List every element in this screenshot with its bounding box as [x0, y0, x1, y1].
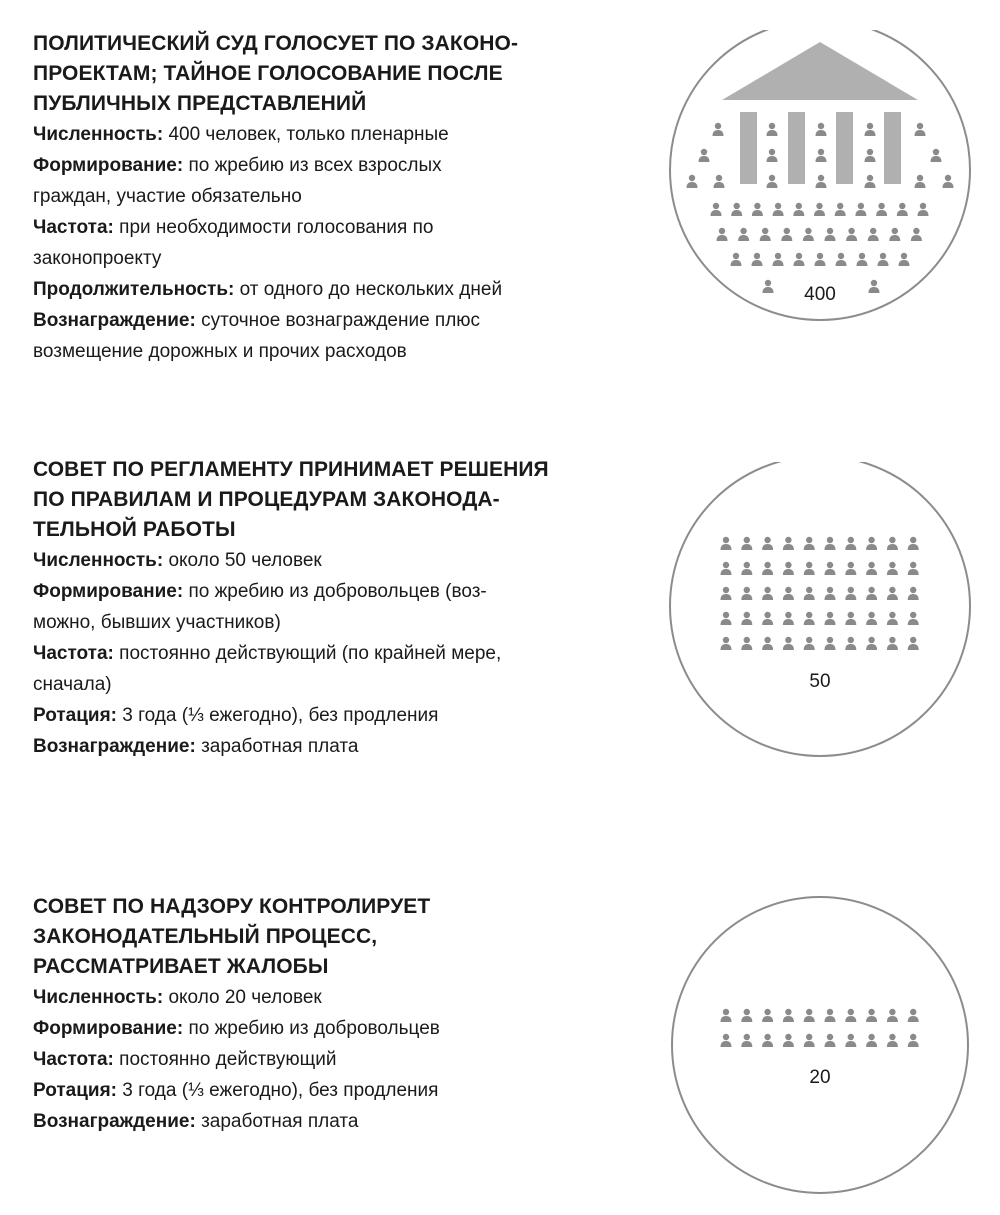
count-label: 50 — [809, 671, 831, 692]
details-list — [33, 982, 608, 1137]
detail-value: около 20 человек — [163, 987, 322, 1008]
detail-label: Формирование: — [33, 581, 184, 602]
detail-line — [33, 545, 608, 576]
detail-line — [33, 1044, 608, 1075]
detail-line — [33, 243, 608, 274]
detail-label: Продолжительность: — [33, 279, 235, 300]
detail-line — [33, 669, 608, 700]
political-court-illustration — [668, 30, 978, 320]
detail-value: граждан, участие обязательно — [33, 186, 302, 207]
section-text — [33, 892, 608, 1137]
detail-line — [33, 119, 608, 150]
section-title: ПОЛИТИЧЕСКИЙ СУД ГОЛОСУЕТ ПО ЗАКОНО- ПРОЕКТАМ; ТАЙНОЕ ГОЛОСОВАНИЕ ПОСЛЕ ПУБЛИЧНЫХ ПРЕДСТАВЛЕНИЙ — [33, 32, 519, 115]
detail-value: по жребию из добровольцев — [183, 1018, 440, 1039]
detail-value: 400 человек, только пленарные — [163, 124, 449, 145]
detail-line — [33, 150, 608, 181]
detail-line — [33, 305, 608, 336]
detail-label: Вознаграждение: — [33, 736, 196, 757]
detail-line — [33, 274, 608, 305]
detail-value: можно, бывших участников) — [33, 612, 281, 633]
detail-label: Частота: — [33, 217, 114, 238]
section-title: СОВЕТ ПО НАДЗОРУ КОНТРОЛИРУЕТ ЗАКОНОДАТЕЛЬНЫЙ ПРОЦЕСС, РАССМАТРИВАЕТ ЖАЛОБЫ — [33, 895, 431, 978]
courthouse-column — [884, 112, 901, 184]
detail-line — [33, 731, 608, 762]
oversight-council-illustration — [668, 895, 978, 1185]
circle-outline — [672, 897, 968, 1193]
circle-outline — [670, 462, 970, 756]
detail-label: Частота: — [33, 1049, 114, 1070]
detail-line — [33, 576, 608, 607]
detail-line — [33, 1013, 608, 1044]
detail-value: заработная плата — [195, 736, 359, 757]
courthouse-column — [836, 112, 853, 184]
detail-value: сначала) — [33, 674, 112, 695]
section-text — [33, 455, 608, 762]
detail-label: Численность: — [33, 987, 164, 1008]
count-label: 400 — [804, 284, 836, 305]
detail-label: Формирование: — [33, 1018, 184, 1039]
detail-label: Ротация: — [33, 705, 117, 726]
details-list — [33, 545, 608, 762]
detail-value: законопроекту — [33, 248, 162, 269]
detail-line — [33, 982, 608, 1013]
detail-line — [33, 1106, 608, 1137]
courthouse-column — [740, 112, 757, 184]
detail-line — [33, 700, 608, 731]
detail-line — [33, 181, 608, 212]
detail-value: по жребию из добровольцев (воз- — [183, 581, 487, 602]
detail-label: Численность: — [33, 124, 164, 145]
detail-line — [33, 638, 608, 669]
detail-value: постоянно действующий (по крайней мере, — [113, 643, 502, 664]
detail-value: при необходимости голосования по — [113, 217, 434, 238]
count-label: 20 — [809, 1067, 831, 1088]
court-svg — [668, 30, 978, 330]
detail-line — [33, 212, 608, 243]
detail-label: Численность: — [33, 550, 164, 571]
rules-council-illustration — [668, 462, 978, 752]
detail-value: заработная плата — [195, 1111, 359, 1132]
detail-label: Частота: — [33, 643, 114, 664]
detail-value: около 50 человек — [163, 550, 322, 571]
detail-value: постоянно действующий — [113, 1049, 337, 1070]
detail-label: Формирование: — [33, 155, 184, 176]
detail-line — [33, 1075, 608, 1106]
courthouse-column — [788, 112, 805, 184]
detail-value: 3 года (⅓ ежегодно), без продления — [116, 1080, 439, 1101]
section-text — [33, 29, 608, 367]
detail-label: Вознаграждение: — [33, 310, 196, 331]
detail-value: 3 года (⅓ ежегодно), без продления — [116, 705, 439, 726]
detail-label: Вознаграждение: — [33, 1111, 196, 1132]
council-svg — [668, 895, 978, 1195]
detail-value: от одного до нескольких дней — [234, 279, 503, 300]
council-svg — [668, 462, 978, 762]
detail-line — [33, 607, 608, 638]
detail-label: Ротация: — [33, 1080, 117, 1101]
detail-value: суточное вознаграждение плюс — [195, 310, 481, 331]
details-list — [33, 119, 608, 367]
detail-value: возмещение дорожных и прочих расходов — [33, 341, 407, 362]
detail-line — [33, 336, 608, 367]
section-title: СОВЕТ ПО РЕГЛАМЕНТУ ПРИНИМАЕТ РЕШЕНИЯ ПО ПРАВИЛАМ И ПРОЦЕДУРАМ ЗАКОНОДА- ТЕЛЬНОЙ РАБОТЫ — [33, 458, 549, 541]
detail-value: по жребию из всех взрослых — [183, 155, 442, 176]
